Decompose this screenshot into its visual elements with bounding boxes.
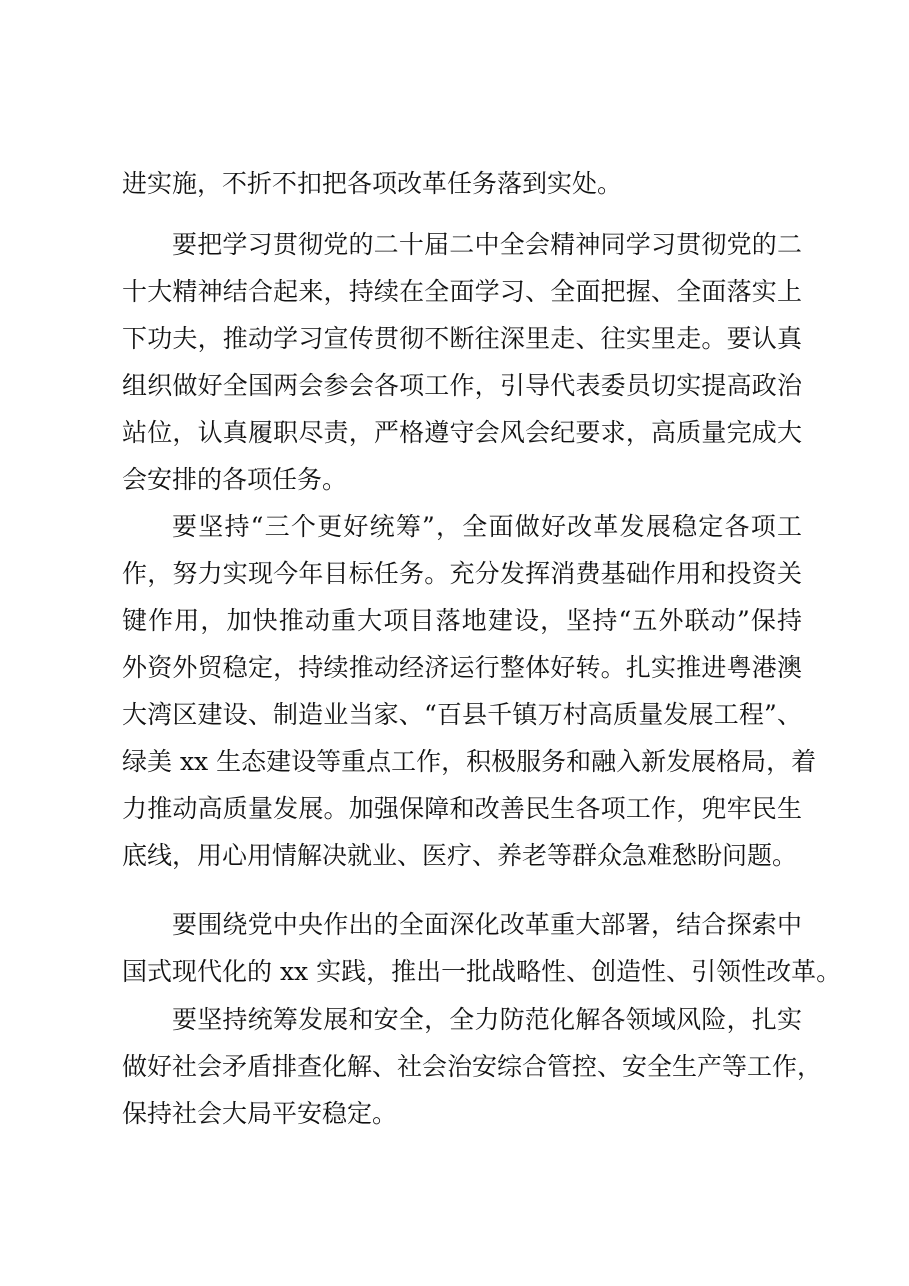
text-line: 保持社会大局平安稳定。: [122, 1099, 398, 1128]
text-line: 进实施，不折不扣把各项改革任务落到实处。: [122, 169, 623, 198]
text-line: 力推动高质量发展。加强保障和改善民生各项工作，兜牢民生: [122, 794, 802, 823]
text-line: 国式现代化的 xx 实践，推出一批战略性、创造性、引领性改革。: [122, 957, 842, 986]
text-line: 站位，认真履职尽责，严格遵守会风会纪要求，高质量完成大: [122, 418, 802, 447]
paragraph-first-line: 要坚持统筹发展和安全，全力防范化解各领域风险，扎实: [172, 1005, 802, 1034]
text-line: 大湾区建设、制造业当家、“百县千镇万村高质量发展工程”、: [122, 700, 802, 729]
paragraph-first-line: 要把学习贯彻党的二十届二中全会精神同学习贯彻党的二: [172, 230, 802, 259]
text-line: 底线，用心用情解决就业、医疗、养老等群众急难愁盼问题。: [122, 841, 798, 870]
text-line: 会安排的各项任务。: [122, 465, 348, 494]
text-line: 键作用，加快推动重大项目落地建设，坚持“五外联动”保持: [122, 606, 802, 635]
text-line: 组织做好全国两会参会各项工作，引导代表委员切实提高政治: [122, 371, 802, 400]
text-line: 下功夫，推动学习宣传贯彻不断往深里走、往实里走。要认真: [122, 324, 802, 353]
text-line: 十大精神结合起来，持续在全面学习、全面把握、全面落实上: [122, 277, 802, 306]
paragraph-first-line: 要围绕党中央作出的全面深化改革重大部署，结合探索中: [172, 910, 802, 939]
text-line: 外资外贸稳定，持续推动经济运行整体好转。扎实推进粤港澳: [122, 653, 802, 682]
text-line: 做好社会矛盾排查化解、社会治安综合管控、安全生产等工作，: [122, 1052, 823, 1081]
paragraph-first-line: 要坚持“三个更好统筹”，全面做好改革发展稳定各项工: [172, 512, 802, 541]
text-line: 作，努力实现今年目标任务。充分发挥消费基础作用和投资关: [122, 559, 802, 588]
text-line: 绿美 xx 生态建设等重点工作，积极服务和融入新发展格局，着: [122, 747, 817, 776]
